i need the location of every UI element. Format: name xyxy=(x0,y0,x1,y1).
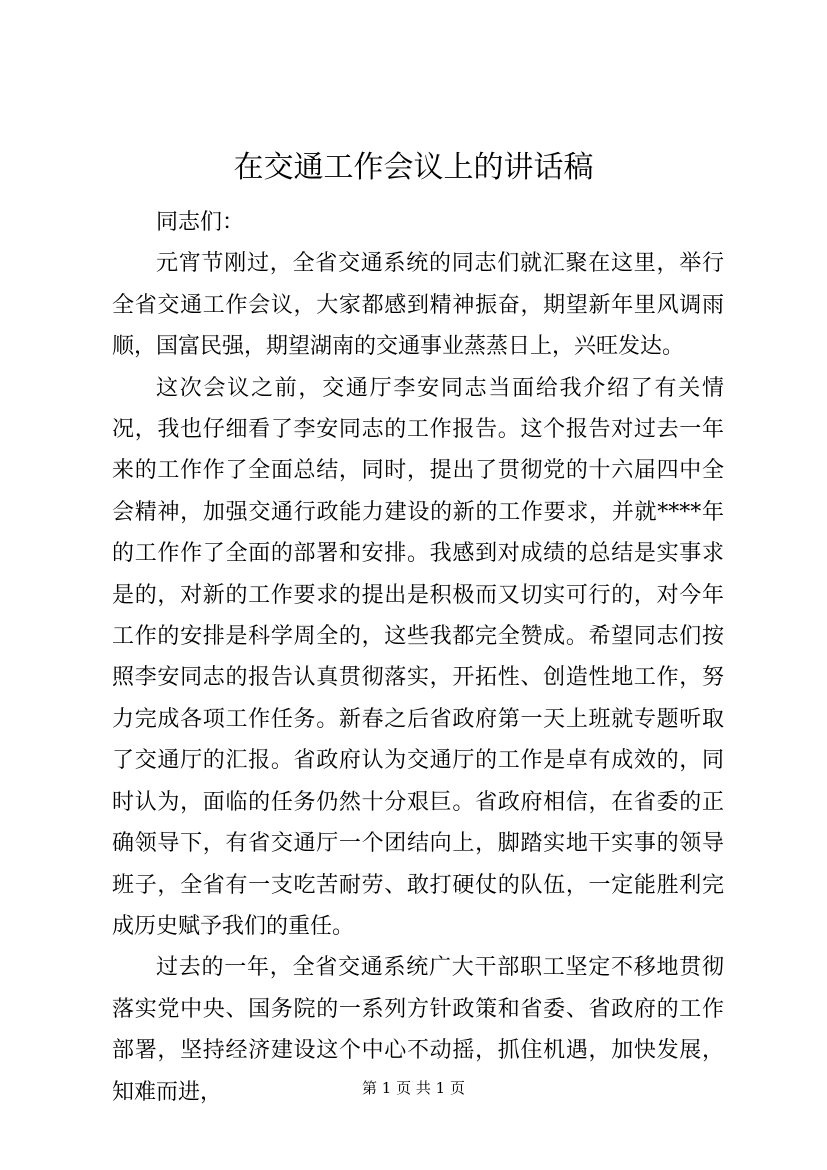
page-number-footer: 第 1 页 共 1 页 xyxy=(362,1079,465,1097)
salutation-paragraph: 同志们： xyxy=(156,210,245,235)
body-paragraph: 这次会议之前，交通厅李安同志当面给我介绍了有关情况，我也仔细看了李安同志的工作报告。这个报告对过去一年来的工作作了全面总结，同时，提出了贯彻党的十六届四中全会精神，加强交通行政能力建设的新的工作要求，并就****年的工作作了全面的部署和安排。我感到对成绩的总结是实事求是的，对新的工作要求的提出是积极而又切实可行的，对今年工作的安排是科学周全的，这些我都完全赞成。希望同志们按照李安同志的报告认真贯彻落实，开拓性、创造性地工作，努力完成各项工作任务。新春之后省政府第一天上班就专题听取了交通厅的汇报。省政府认为交通厅的工作是卓有成效的，同时认为，面临的任务仍然十分艰巨。省政府相信，在省委的正确领导下，有省交通厅一个团结向上，脚踏实地干实事的领导班子，全省有一支吃苦耐劳、敢打硬仗的队伍，一定能胜利完成历史赋予我们的重任。 xyxy=(112,375,724,939)
document-body xyxy=(112,202,724,1113)
body-paragraph: 元宵节刚过，全省交通系统的同志们就汇聚在这里，举行全省交通工作会议，大家都感到精神振奋，期望新年里风调雨顺，国富民强，期望湖南的交通事业蒸蒸日上，兴旺发达。 xyxy=(112,251,724,360)
document-title: 在交通工作会议上的讲话稿 xyxy=(233,150,594,185)
body-paragraph: 过去的一年，全省交通系统广大干部职工坚定不移地贯彻落实党中央、国务院的一系列方针政策和省委、省政府的工作部署，坚持经济建设这个中心不动摇，抓住机遇，加快发展，知难而进， xyxy=(112,955,724,1105)
